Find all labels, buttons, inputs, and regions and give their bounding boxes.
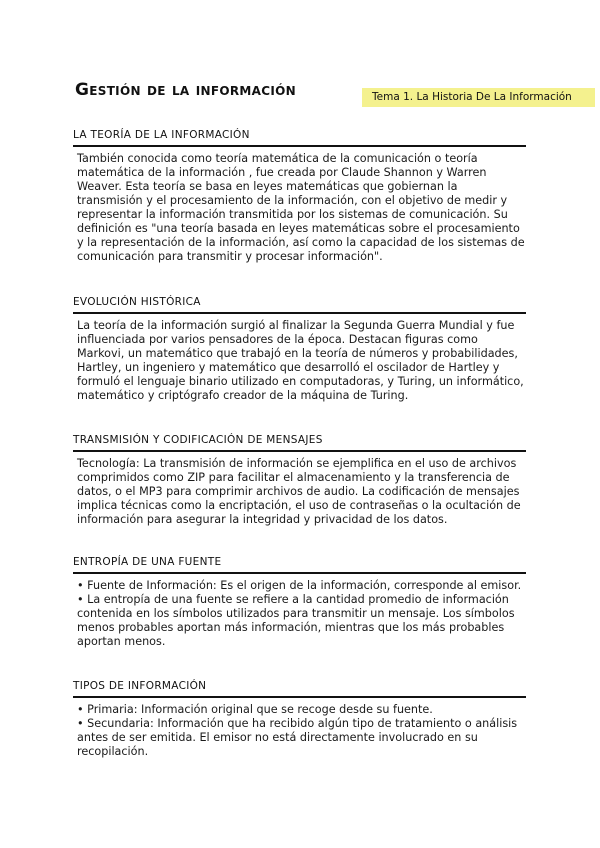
section-body (77, 319, 526, 403)
bullet-item: • Primaria: Información original que se recoge desde su fuente. (77, 703, 433, 716)
bullet-item: • La entropía de una fuente se refiere a la cantidad promedio de información contenida en los símbolos utilizados para transmitir un mensaje. Los símbolos menos probables aportan más información, mientras que los más probables aportan menos. (77, 593, 515, 648)
section-tipos (73, 679, 526, 759)
section-heading: LA TEORÍA DE LA INFORMACIÓN (73, 128, 526, 147)
section-evolucion (73, 295, 526, 403)
bullet-item: • Fuente de Información: Es el origen de la información, corresponde al emisor. (77, 579, 522, 592)
section-teoria (73, 128, 526, 264)
section-heading: TIPOS DE INFORMACIÓN (73, 679, 526, 698)
section-body (77, 457, 526, 527)
section-heading: EVOLUCIÓN HISTÓRICA (73, 295, 526, 314)
topic-tag: Tema 1. La Historia De La Información (362, 88, 595, 107)
paragraph: También conocida como teoría matemática de la comunicación o teoría matemática de la información , fue creada por Claude Shannon y Warren Weaver. Esta teoría se basa en leyes matemáticas que gobiernan la transmisión y el procesamiento de la información, con el objetivo de medir y representar la información transmitida por los sistemas de comunicación. Su definición es "una teoría basada en leyes matemáticas sobre el procesamiento y la representación de la información, así como la capacidad de los sistemas de comunicación para transmitir y procesar información". (77, 152, 525, 263)
paragraph: Tecnología: La transmisión de información se ejemplifica en el uso de archivos comprimidos como ZIP para facilitar el almacenamiento y la transferencia de datos, o el MP3 para comprimir archivos de audio. La codificación de mensajes implica técnicas como la encriptación, el uso de contraseñas o la ocultación de información para asegurar la integridad y privacidad de los datos. (77, 457, 521, 526)
section-heading: ENTROPÍA DE UNA FUENTE (73, 555, 526, 574)
bullet-item: • Secundaria: Información que ha recibido algún tipo de tratamiento o análisis antes de ser emitida. El emisor no está directamente involucrado en su recopilación. (77, 717, 518, 758)
section-transmision (73, 433, 526, 527)
section-heading: TRANSMISIÓN Y CODIFICACIÓN DE MENSAJES (73, 433, 526, 452)
section-body (77, 579, 526, 649)
section-body (77, 703, 526, 759)
paragraph: La teoría de la información surgió al finalizar la Segunda Guerra Mundial y fue influenciada por varios pensadores de la época. Destacan figuras como Markovi, un matemático que trabajó en la teoría de números y probabilidades, Hartley, un ingeniero y matemático que desarrolló el oscilador de Hartley y formuló el lenguaje binario utilizado en computadoras, y Turing, un informático, matemático y criptógrafo creador de la máquina de Turing. (77, 319, 524, 402)
document-title: Gestión de la información (75, 80, 296, 100)
section-entropia (73, 555, 526, 649)
section-body (77, 152, 526, 264)
